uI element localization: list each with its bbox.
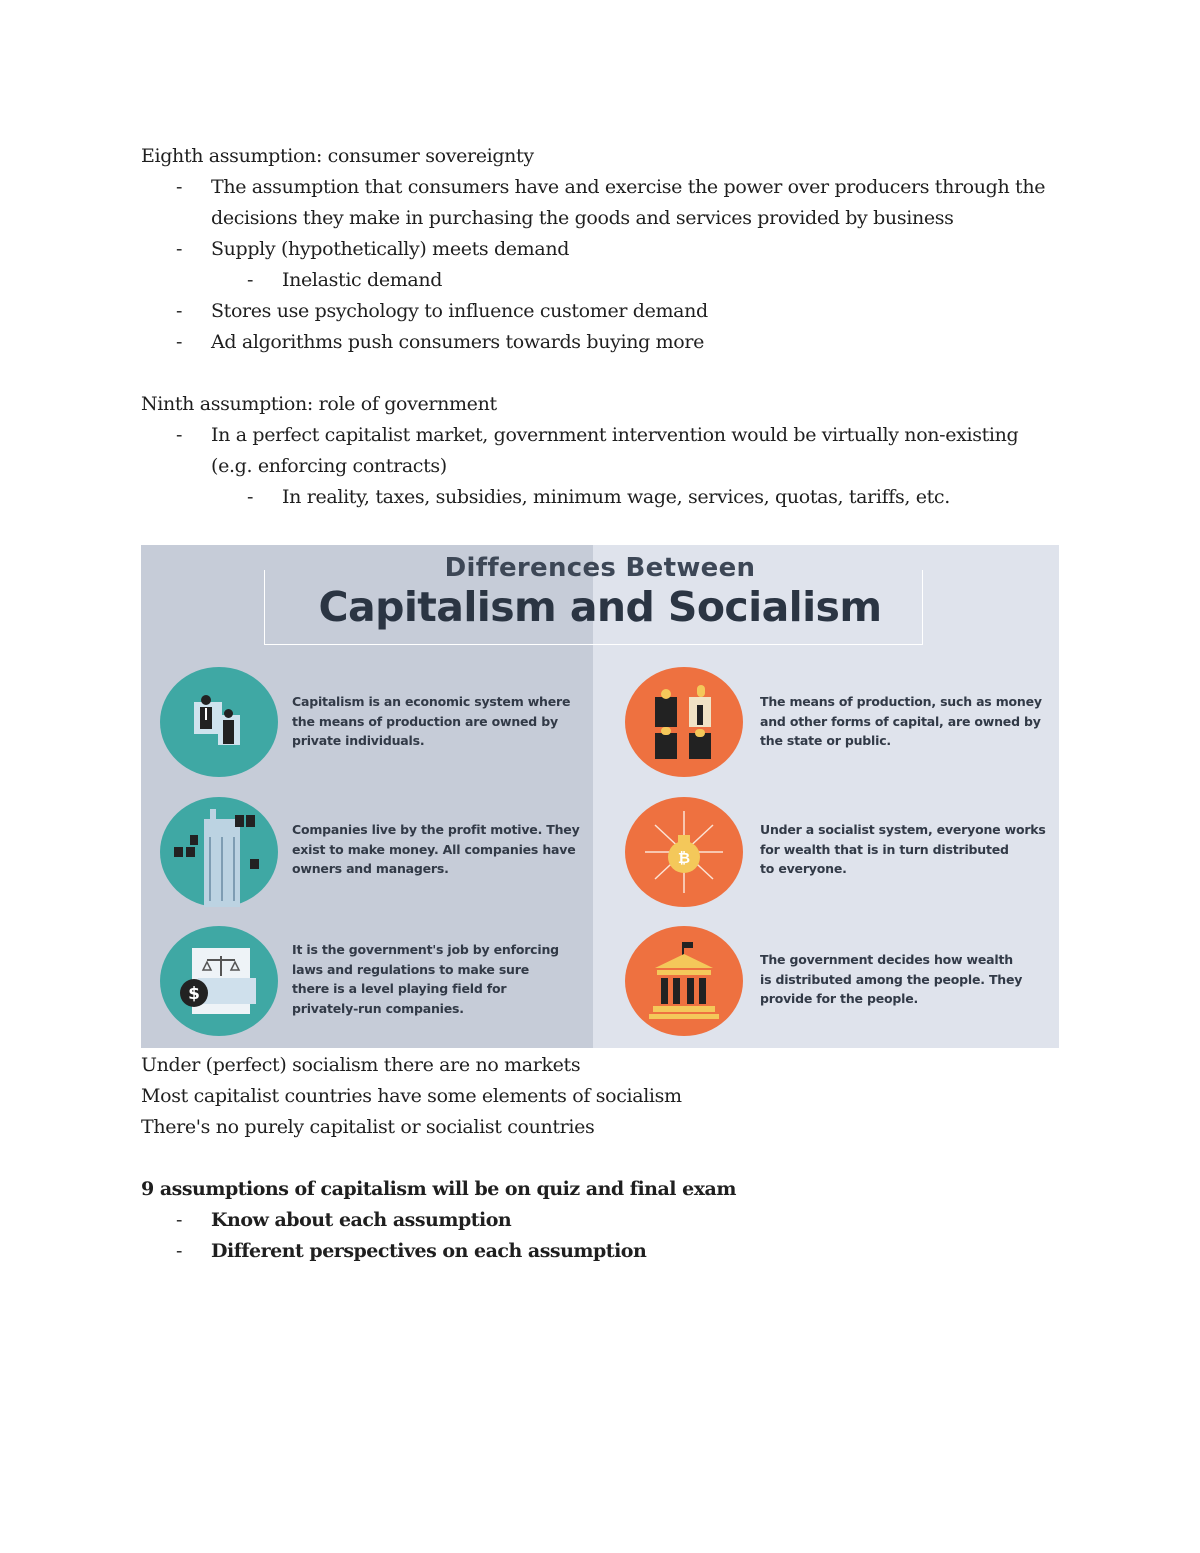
ninth-bullet-1-sub: In reality, taxes, subsidies, minimum wage, services, quotas, tariffs, etc. bbox=[282, 486, 950, 508]
quiz-bullet-2: Different perspectives on each assumption bbox=[211, 1240, 647, 1262]
quiz-bullet-1: Know about each assumption bbox=[211, 1209, 512, 1231]
money-bag-icon bbox=[625, 797, 743, 907]
bullet-dash: - bbox=[176, 238, 183, 260]
socialism-desc-2: Under a socialist system, everyone works for wealth that is in turn distributed to everyone. bbox=[760, 822, 1046, 876]
after-line-3: There's no purely capitalist or socialist countries bbox=[141, 1116, 595, 1138]
after-line-1: Under (perfect) socialism there are no markets bbox=[141, 1054, 581, 1076]
eighth-bullet-4: Ad algorithms push consumers towards buying more bbox=[211, 331, 704, 353]
eighth-bullet-1-line-2: decisions they make in purchasing the goods and services provided by business bbox=[211, 207, 954, 229]
ninth-bullet-1-line-1: In a perfect capitalist market, government intervention would be virtually non-existing bbox=[211, 424, 1019, 446]
bullet-dash: - bbox=[176, 300, 183, 322]
sub-bullet-dash: - bbox=[247, 486, 254, 508]
capitalism-desc-2: Companies live by the profit motive. They exist to make money. All companies have owners and managers. bbox=[292, 822, 580, 876]
eighth-bullet-1-line-1: The assumption that consumers have and exercise the power over producers through the bbox=[211, 176, 1046, 198]
government-building-icon bbox=[625, 926, 743, 1036]
svg-text:₿: ₿ bbox=[677, 849, 691, 867]
socialism-desc-3: The government decides how wealth is distributed among the people. They provide for the people. bbox=[760, 952, 1023, 1006]
capitalism-socialism-infographic bbox=[141, 545, 1059, 1048]
capitalism-desc-3: It is the government's job by enforcing laws and regulations to make sure there is a level playing field for privately-run companies. bbox=[292, 942, 559, 1016]
quiz-heading: 9 assumptions of capitalism will be on quiz and final exam bbox=[141, 1178, 736, 1200]
ninth-heading: Ninth assumption: role of government bbox=[141, 393, 497, 415]
bullet-dash: - bbox=[176, 1240, 183, 1262]
sub-bullet-dash: - bbox=[247, 269, 254, 291]
eighth-bullet-2: Supply (hypothetically) meets demand bbox=[211, 238, 570, 260]
bullet-dash: - bbox=[176, 424, 183, 446]
bullet-dash: - bbox=[176, 1209, 183, 1231]
after-line-2: Most capitalist countries have some elements of socialism bbox=[141, 1085, 682, 1107]
capitalism-desc-1: Capitalism is an economic system where the means of production are owned by private individuals. bbox=[292, 694, 571, 748]
infographic-subtitle: Differences Between bbox=[444, 553, 756, 583]
bullet-dash: - bbox=[176, 176, 183, 198]
skyscraper-icon bbox=[160, 797, 278, 907]
ninth-bullet-1-line-2: (e.g. enforcing contracts) bbox=[211, 455, 447, 477]
law-scale-icon bbox=[160, 926, 278, 1036]
infographic-title: Capitalism and Socialism bbox=[318, 583, 882, 631]
eighth-bullet-3: Stores use psychology to influence customer demand bbox=[211, 300, 708, 322]
business-people-icon bbox=[160, 667, 278, 777]
bullet-dash: - bbox=[176, 331, 183, 353]
eighth-bullet-2-sub: Inelastic demand bbox=[282, 269, 443, 291]
svg-text:$: $ bbox=[188, 984, 200, 1004]
eighth-heading: Eighth assumption: consumer sovereignty bbox=[141, 145, 534, 167]
workers-icon bbox=[625, 667, 743, 777]
socialism-desc-1: The means of production, such as money and other forms of capital, are owned by the state or public. bbox=[760, 694, 1042, 748]
